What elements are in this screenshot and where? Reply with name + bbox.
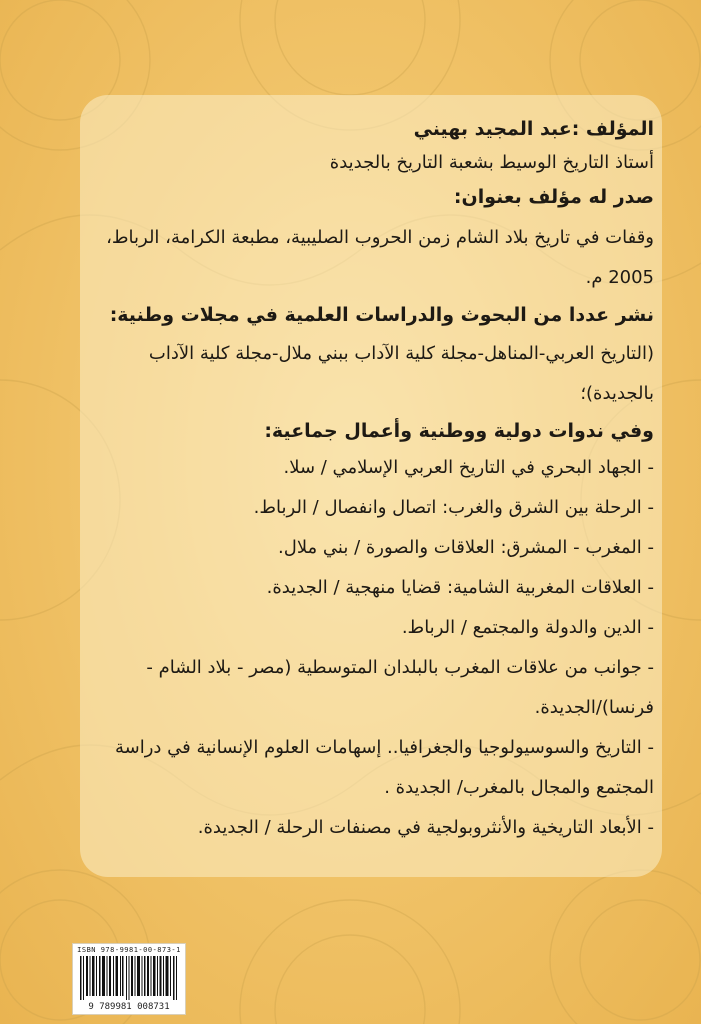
isbn-barcode	[72, 943, 186, 1015]
research-heading: نشر عددا من البحوث والدراسات العلمية في مجلات وطنية:	[109, 304, 654, 326]
isbn-label: ISBN 978-9981-00-873-1	[77, 946, 181, 954]
list-item: - الأبعاد التاريخية والأنثروبولجية في مصنفات الرحلة / الجديدة.	[197, 817, 654, 838]
list-item: - المغرب - المشرق: العلاقات والصورة / بني ملال.	[278, 537, 654, 558]
author-name: المؤلف :عبد المجيد بهيني	[413, 118, 654, 140]
isbn-number: 9 789981 008731	[88, 1002, 170, 1012]
symposia-heading: وفي ندوات دولية ووطنية وأعمال جماعية:	[264, 420, 654, 442]
list-item: - الدين والدولة والمجتمع / الرباط.	[401, 617, 654, 638]
research-journals-line1: (التاريخ العربي-المناهل-مجلة كلية الآداب ببني ملال-مجلة كلية الآداب	[148, 343, 654, 364]
list-item: - العلاقات المغربية الشامية: قضايا منهجية / الجديدة.	[266, 577, 654, 598]
author-title: أستاذ التاريخ الوسيط بشعبة التاريخ بالجديدة	[329, 152, 654, 173]
published-heading: صدر له مؤلف بعنوان:	[453, 186, 654, 208]
list-item: - الجهاد البحري في التاريخ العربي الإسلامي / سلا.	[283, 457, 654, 478]
back-cover-text	[92, 108, 654, 848]
list-item: - جوانب من علاقات المغرب بالبلدان المتوسطية (مصر - بلاد الشام - فرنسا)/الجديدة.	[146, 657, 654, 718]
published-book: وقفات في تاريخ بلاد الشام زمن الحروب الصليبية، مطبعة الكرامة، الرباط،	[106, 227, 654, 248]
symposia-list	[92, 448, 654, 848]
barcode-bars	[80, 956, 178, 1000]
published-year: 2005 م.	[585, 267, 654, 288]
list-item: - التاريخ والسوسيولوجيا والجغرافيا.. إسهامات العلوم الإنسانية في دراسة المجتمع والمجال بالمغرب/ الجديدة .	[114, 737, 654, 798]
list-item: - الرحلة بين الشرق والغرب: اتصال وانفصال / الرباط.	[253, 497, 654, 518]
research-journals-line2: بالجديدة)؛	[580, 383, 654, 404]
